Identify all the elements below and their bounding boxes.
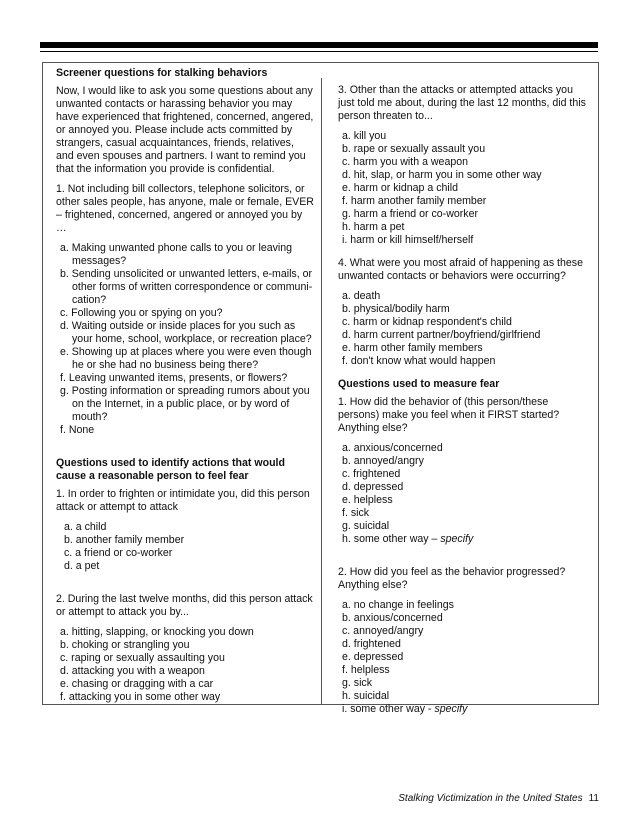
list-item: f. helpless <box>342 664 390 676</box>
list-item: h. suicidal <box>342 690 390 702</box>
list-item: c. annoyed/angry <box>342 625 424 637</box>
list-item: e. harm other family members <box>342 342 483 354</box>
list-item: c. frightened <box>342 468 401 480</box>
list-item: b. annoyed/angry <box>342 455 424 467</box>
right-column <box>338 84 588 726</box>
intro-paragraph: Now, I would like to ask you some questions about any unwanted contacts or harassing behavior you may have experienced that frightened, concerned, angered, or annoyed you. Please include acts committed by strangers, casual acquaintances, friends, relatives, and even spouses and partners. I want to remind you that the information you provide is confidential. <box>56 85 314 175</box>
list-item: b. another family member <box>64 534 185 546</box>
option-label: i. some other way - <box>342 703 432 715</box>
question-first-feel: 1. How did the behavior of (this person/these persons) make you feel when it FIRST started? Anything else? <box>338 396 560 434</box>
question-screener-1: 1. Not including bill collectors, telephone solicitors, or other sales people, has anyone, male or female, EVER – frightened, concerned, angered or annoyed you by … <box>56 183 314 234</box>
list-item: a. a child <box>64 521 107 533</box>
heading-screener: Screener questions for stalking behaviors <box>56 67 268 79</box>
attack-others-options <box>56 521 314 573</box>
list-item: b. physical/bodily harm <box>342 303 450 315</box>
list-item: d. frightened <box>342 638 401 650</box>
question-threaten: 3. Other than the attacks or attempted attacks you just told me about, during the last 12 months, did this person threaten to... <box>338 84 586 122</box>
page-footer <box>384 793 599 804</box>
page-number: 11 <box>588 793 599 804</box>
list-item: c. a friend or co-worker <box>64 547 173 559</box>
list-item: b. Sending unsolicited or unwanted letters, e-mails, or other forms of written correspondence or communi-cation? <box>60 268 313 306</box>
list-item: c. raping or sexually assaulting you <box>60 652 225 664</box>
list-item: f. sick <box>342 507 370 519</box>
list-item: a. Making unwanted phone calls to you or leaving messages? <box>60 242 293 267</box>
heading-reasonable-fear: Questions used to identify actions that would cause a reasonable person to feel fear <box>56 457 285 482</box>
list-item: f. Leaving unwanted items, presents, or flowers? <box>60 372 288 384</box>
heading-measure-fear: Questions used to measure fear <box>338 378 500 390</box>
list-item: a. kill you <box>342 130 387 142</box>
progressed-feel-options <box>338 599 588 716</box>
list-item: d. Waiting outside or inside places for you such as your home, school, workplace, or recreation place? <box>60 320 312 345</box>
threaten-options <box>338 130 588 247</box>
list-item: a. no change in feelings <box>342 599 454 611</box>
list-item <box>338 533 588 546</box>
list-item: a. anxious/concerned <box>342 442 443 454</box>
list-item: g. Posting information or spreading rumors about you on the Internet, in a public place, or by word of mouth? <box>60 385 310 423</box>
header-rule-thick <box>40 42 598 48</box>
list-item: f. harm another family member <box>342 195 487 207</box>
list-item: g. suicidal <box>342 520 390 532</box>
list-item: b. rape or sexually assault you <box>342 143 486 155</box>
list-item: d. depressed <box>342 481 404 493</box>
header-rule-thin <box>40 51 598 52</box>
list-item: d. attacking you with a weapon <box>60 665 205 677</box>
question-attack-you: 2. During the last twelve months, did this person attack or attempt to attack you by... <box>56 593 313 618</box>
list-item: c. Following you or spying on you? <box>60 307 223 319</box>
specify-label: specify <box>434 703 468 715</box>
specify-label: specify <box>440 533 474 545</box>
most-afraid-options <box>338 290 588 368</box>
list-item: a. hitting, slapping, or knocking you down <box>60 626 254 638</box>
list-item <box>338 703 588 716</box>
list-item: e. chasing or dragging with a car <box>60 678 214 690</box>
list-item: g. sick <box>342 677 373 689</box>
question-attack-others: 1. In order to frighten or intimidate you, did this person attack or attempt to attack <box>56 488 310 513</box>
list-item: i. harm or kill himself/herself <box>342 234 474 246</box>
list-item: f. None <box>60 424 95 436</box>
list-item: c. harm you with a weapon <box>342 156 469 168</box>
list-item: e. depressed <box>342 651 404 663</box>
list-item: a. death <box>342 290 381 302</box>
option-label: h. some other way – <box>342 533 438 545</box>
list-item: g. harm a friend or co-worker <box>342 208 479 220</box>
question-most-afraid: 4. What were you most afraid of happening as these unwanted contacts or behaviors were occurring? <box>338 257 583 282</box>
attack-you-options <box>56 626 314 704</box>
left-column <box>56 67 314 714</box>
list-item: h. harm a pet <box>342 221 405 233</box>
list-item: b. choking or strangling you <box>60 639 190 651</box>
list-item: f. don't know what would happen <box>342 355 496 367</box>
list-item: f. attacking you in some other way <box>60 691 221 703</box>
list-item: d. hit, slap, or harm you in some other way <box>342 169 542 181</box>
screener-1-options <box>56 242 314 437</box>
column-divider <box>321 78 322 705</box>
list-item: c. harm or kidnap respondent's child <box>342 316 512 328</box>
list-item: d. harm current partner/boyfriend/girlfriend <box>342 329 541 341</box>
list-item: b. anxious/concerned <box>342 612 443 624</box>
list-item: e. Showing up at places where you were even though he or she had no business being there? <box>60 346 312 371</box>
question-progressed-feel: 2. How did you feel as the behavior progressed? Anything else? <box>338 566 566 591</box>
footer-title: Stalking Victimization in the United States <box>398 793 583 804</box>
list-item: d. a pet <box>64 560 100 572</box>
first-feel-options <box>338 442 588 546</box>
list-item: e. harm or kidnap a child <box>342 182 459 194</box>
list-item: e. helpless <box>342 494 393 506</box>
